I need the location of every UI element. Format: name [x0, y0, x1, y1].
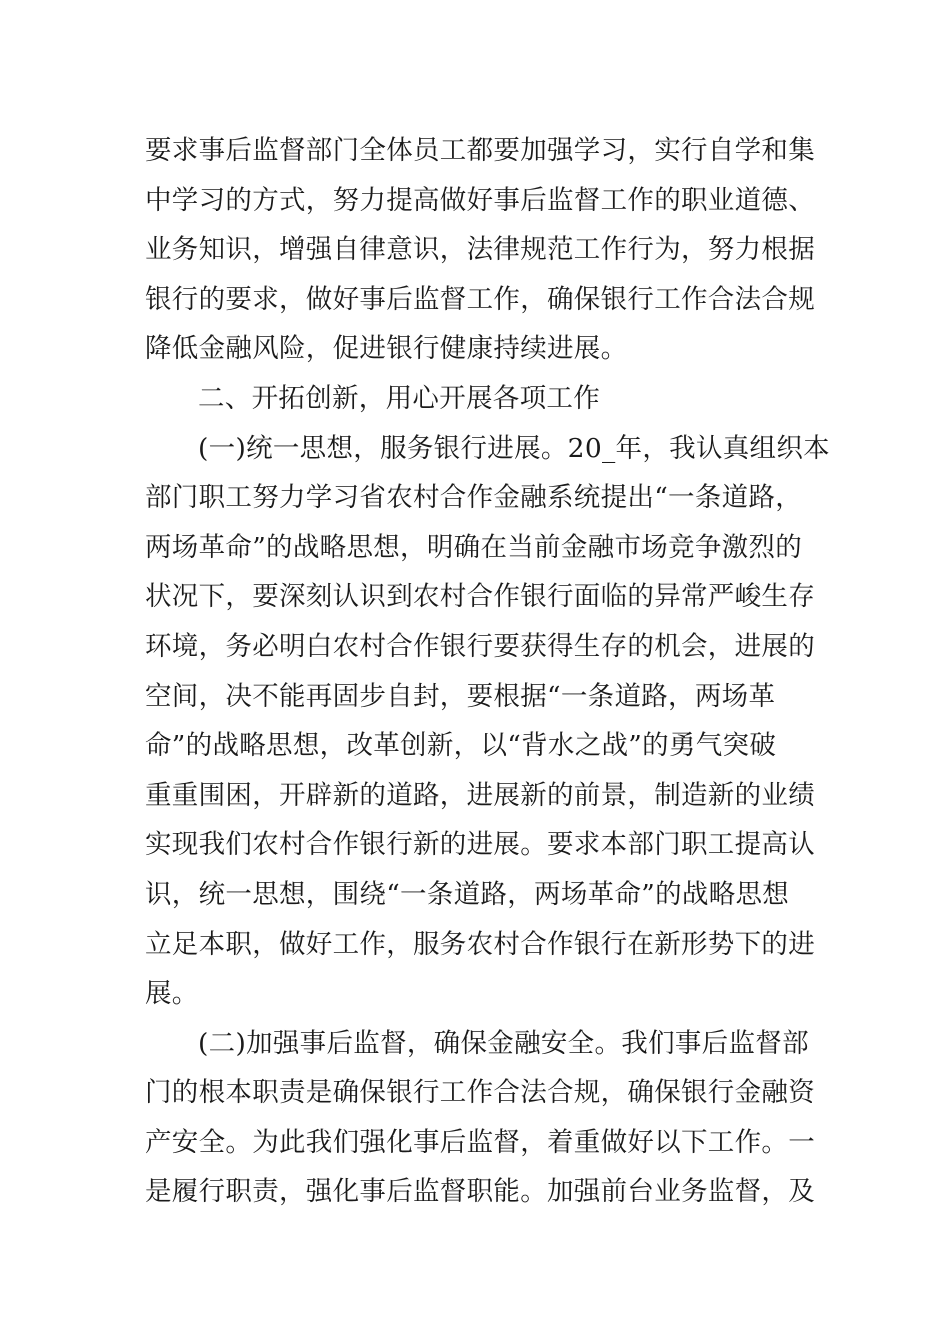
text-line: 产安全。为此我们强化事后监督，着重做好以下工作。一 — [145, 1126, 815, 1158]
paragraph-2 — [145, 424, 830, 1019]
text-line: 展。 — [145, 978, 199, 1010]
text-line: 环境，务必明白农村合作银行要获得生存的机会，进展的 — [145, 630, 815, 662]
text-line: 要求事后监督部门全体员工都要加强学习，实行自学和集 — [145, 135, 815, 166]
text-line: 银行的要求，做好事后监督工作，确保银行工作合法合规 — [145, 283, 815, 315]
text-line: 降低金融风险，促进银行健康持续进展。 — [145, 333, 628, 365]
text-line: 重重围困，开辟新的道路，进展新的前景，制造新的业绩 — [145, 779, 815, 811]
text-line: 状况下，要深刻认识到农村合作银行面临的异常严峻生存 — [145, 581, 815, 613]
text-line: 空间，决不能再固步自封，要根据“一条道路，两场革 — [145, 680, 776, 712]
text-line: 是履行职责，强化事后监督职能。加强前台业务监督，及 — [145, 1176, 815, 1208]
document-body — [145, 126, 830, 1217]
text-line: 两场革命”的战略思想，明确在当前金融市场竞争激烈的 — [145, 531, 803, 563]
text-line: 识，统一思想，围绕“一条道路，两场革命”的战略思想 — [145, 878, 790, 910]
text-line: 二、开拓创新，用心开展各项工作 — [198, 382, 600, 414]
text-line: 立足本职，做好工作，服务农村合作银行在新形势下的进 — [145, 928, 815, 960]
section-heading — [145, 374, 815, 424]
text-line: 中学习的方式，努力提高做好事后监督工作的职业道德、 — [145, 184, 815, 216]
text-line: (一)统一思想，服务银行进展。20_年，我认真组织本 — [198, 432, 830, 464]
paragraph-1 — [145, 126, 815, 374]
text-line: 实现我们农村合作银行新的进展。要求本部门职工提高认 — [145, 829, 815, 861]
text-line: 门的根本职责是确保银行工作合法合规，确保银行金融资 — [145, 1077, 815, 1109]
text-line: (二)加强事后监督，确保金融安全。我们事后监督部 — [198, 1027, 809, 1059]
paragraph-3 — [145, 1019, 815, 1217]
text-line: 业务知识，增强自律意识，法律规范工作行为，努力根据 — [145, 234, 815, 266]
text-line: 部门职工努力学习省农村合作金融系统提出“一条道路， — [145, 482, 803, 514]
text-line: 命”的战略思想，改革创新，以“背水之战”的勇气突破 — [145, 730, 777, 762]
